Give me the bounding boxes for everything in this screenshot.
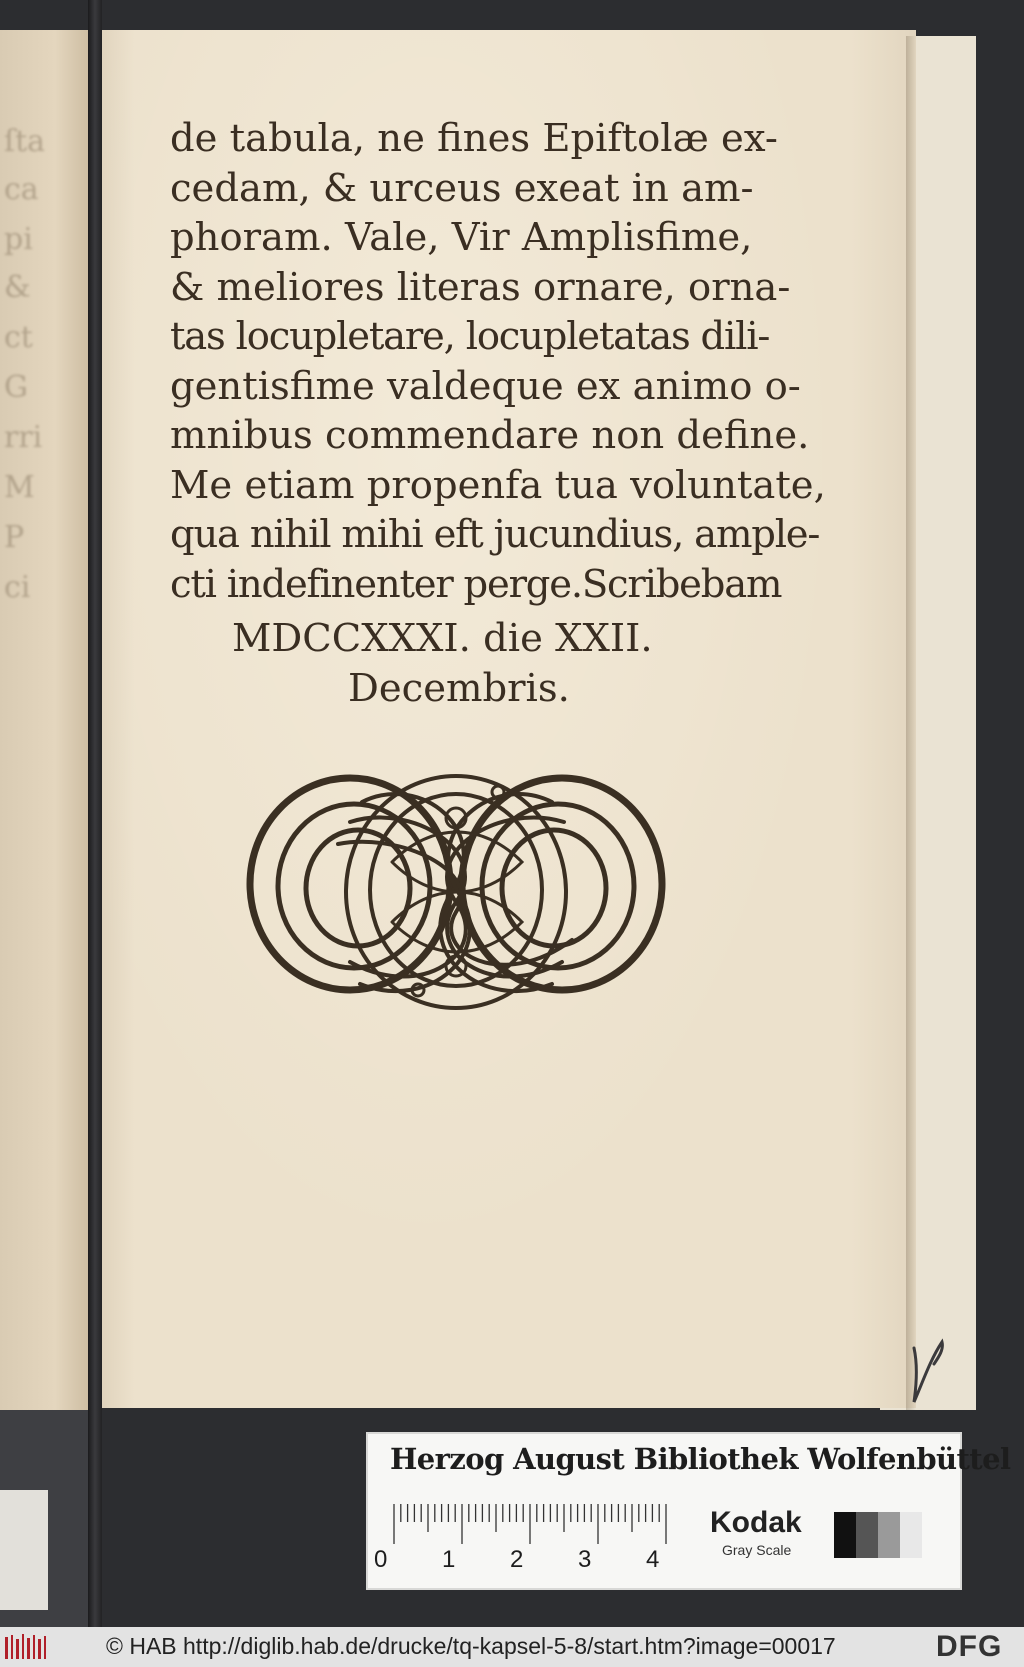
text-line: phoram. Vale, Vir Amplisfime, <box>170 215 753 260</box>
ghost-text: pi <box>4 222 33 257</box>
ghost-text: ci <box>4 570 31 605</box>
hab-barcode-logo-icon <box>4 1633 48 1661</box>
text-line: Me etiam propenfa tua voluntate, <box>170 462 826 508</box>
library-name: Herzog August Bibliothek Wolfenbüttel <box>390 1442 1011 1476</box>
ruler-number: 0 <box>374 1546 388 1573</box>
text-line: & meliores literas ornare, orna- <box>170 264 791 310</box>
text-line: qua nihil mihi eft jucundius, ample- <box>170 512 820 557</box>
calligraphic-flourish-icon <box>242 762 670 1024</box>
ghost-text: G <box>4 370 28 405</box>
text-line: cedam, & urceus exeat in am- <box>170 165 754 211</box>
gray-scale-label: Gray Scale <box>722 1542 792 1558</box>
source-url[interactable]: © HAB http://diglib.hab.de/drucke/tq-kapsel-5-8/start.htm?image=00017 <box>106 1633 836 1659</box>
swatch-black <box>834 1512 856 1558</box>
gray-swatches <box>834 1512 922 1558</box>
text-line: cti indefinenter perge.Scribebam <box>170 561 782 607</box>
text-line: mnibus commendare non define. <box>170 413 810 458</box>
ruler-number: 4 <box>646 1546 660 1573</box>
ghost-text: & <box>4 270 31 305</box>
ghost-text: rri <box>4 420 43 455</box>
previous-page-edge <box>0 30 92 1410</box>
date-line: MDCCXXXI. die XXII. <box>232 616 653 661</box>
reference-card <box>368 1434 1011 1588</box>
ruler-number: 3 <box>578 1546 592 1573</box>
book-cover-edge <box>0 1410 92 1640</box>
text-line: gentisfime valdeque ex animo o- <box>170 363 801 409</box>
text-line: de tabula, ne fines Epiftolæ ex- <box>170 116 778 161</box>
dfg-logo: DFG <box>936 1630 1003 1663</box>
ruler-number: 2 <box>510 1546 524 1573</box>
month-line: Decembris. <box>348 666 570 711</box>
kodak-brand: Kodak <box>710 1506 802 1539</box>
ghost-text: P <box>4 520 25 555</box>
ghost-text: ſta <box>4 124 46 159</box>
ghost-text: ca <box>4 172 39 207</box>
letter-body <box>170 114 826 609</box>
book-gutter <box>88 0 102 1640</box>
text-line: tas locupletare, locupletatas dili- <box>170 314 770 359</box>
page-shadow <box>906 36 916 1410</box>
swatch-dark-gray <box>856 1512 878 1558</box>
swatch-light-gray <box>900 1512 922 1558</box>
ruler-scale <box>390 1500 690 1550</box>
viewer-footer <box>0 1627 1024 1667</box>
spine-label <box>0 1490 48 1610</box>
pencil-mark-icon <box>908 1336 948 1408</box>
ruler-number: 1 <box>442 1546 456 1573</box>
ghost-text: M <box>4 470 35 505</box>
swatch-mid-gray <box>878 1512 900 1558</box>
ghost-text: ct <box>4 320 33 355</box>
